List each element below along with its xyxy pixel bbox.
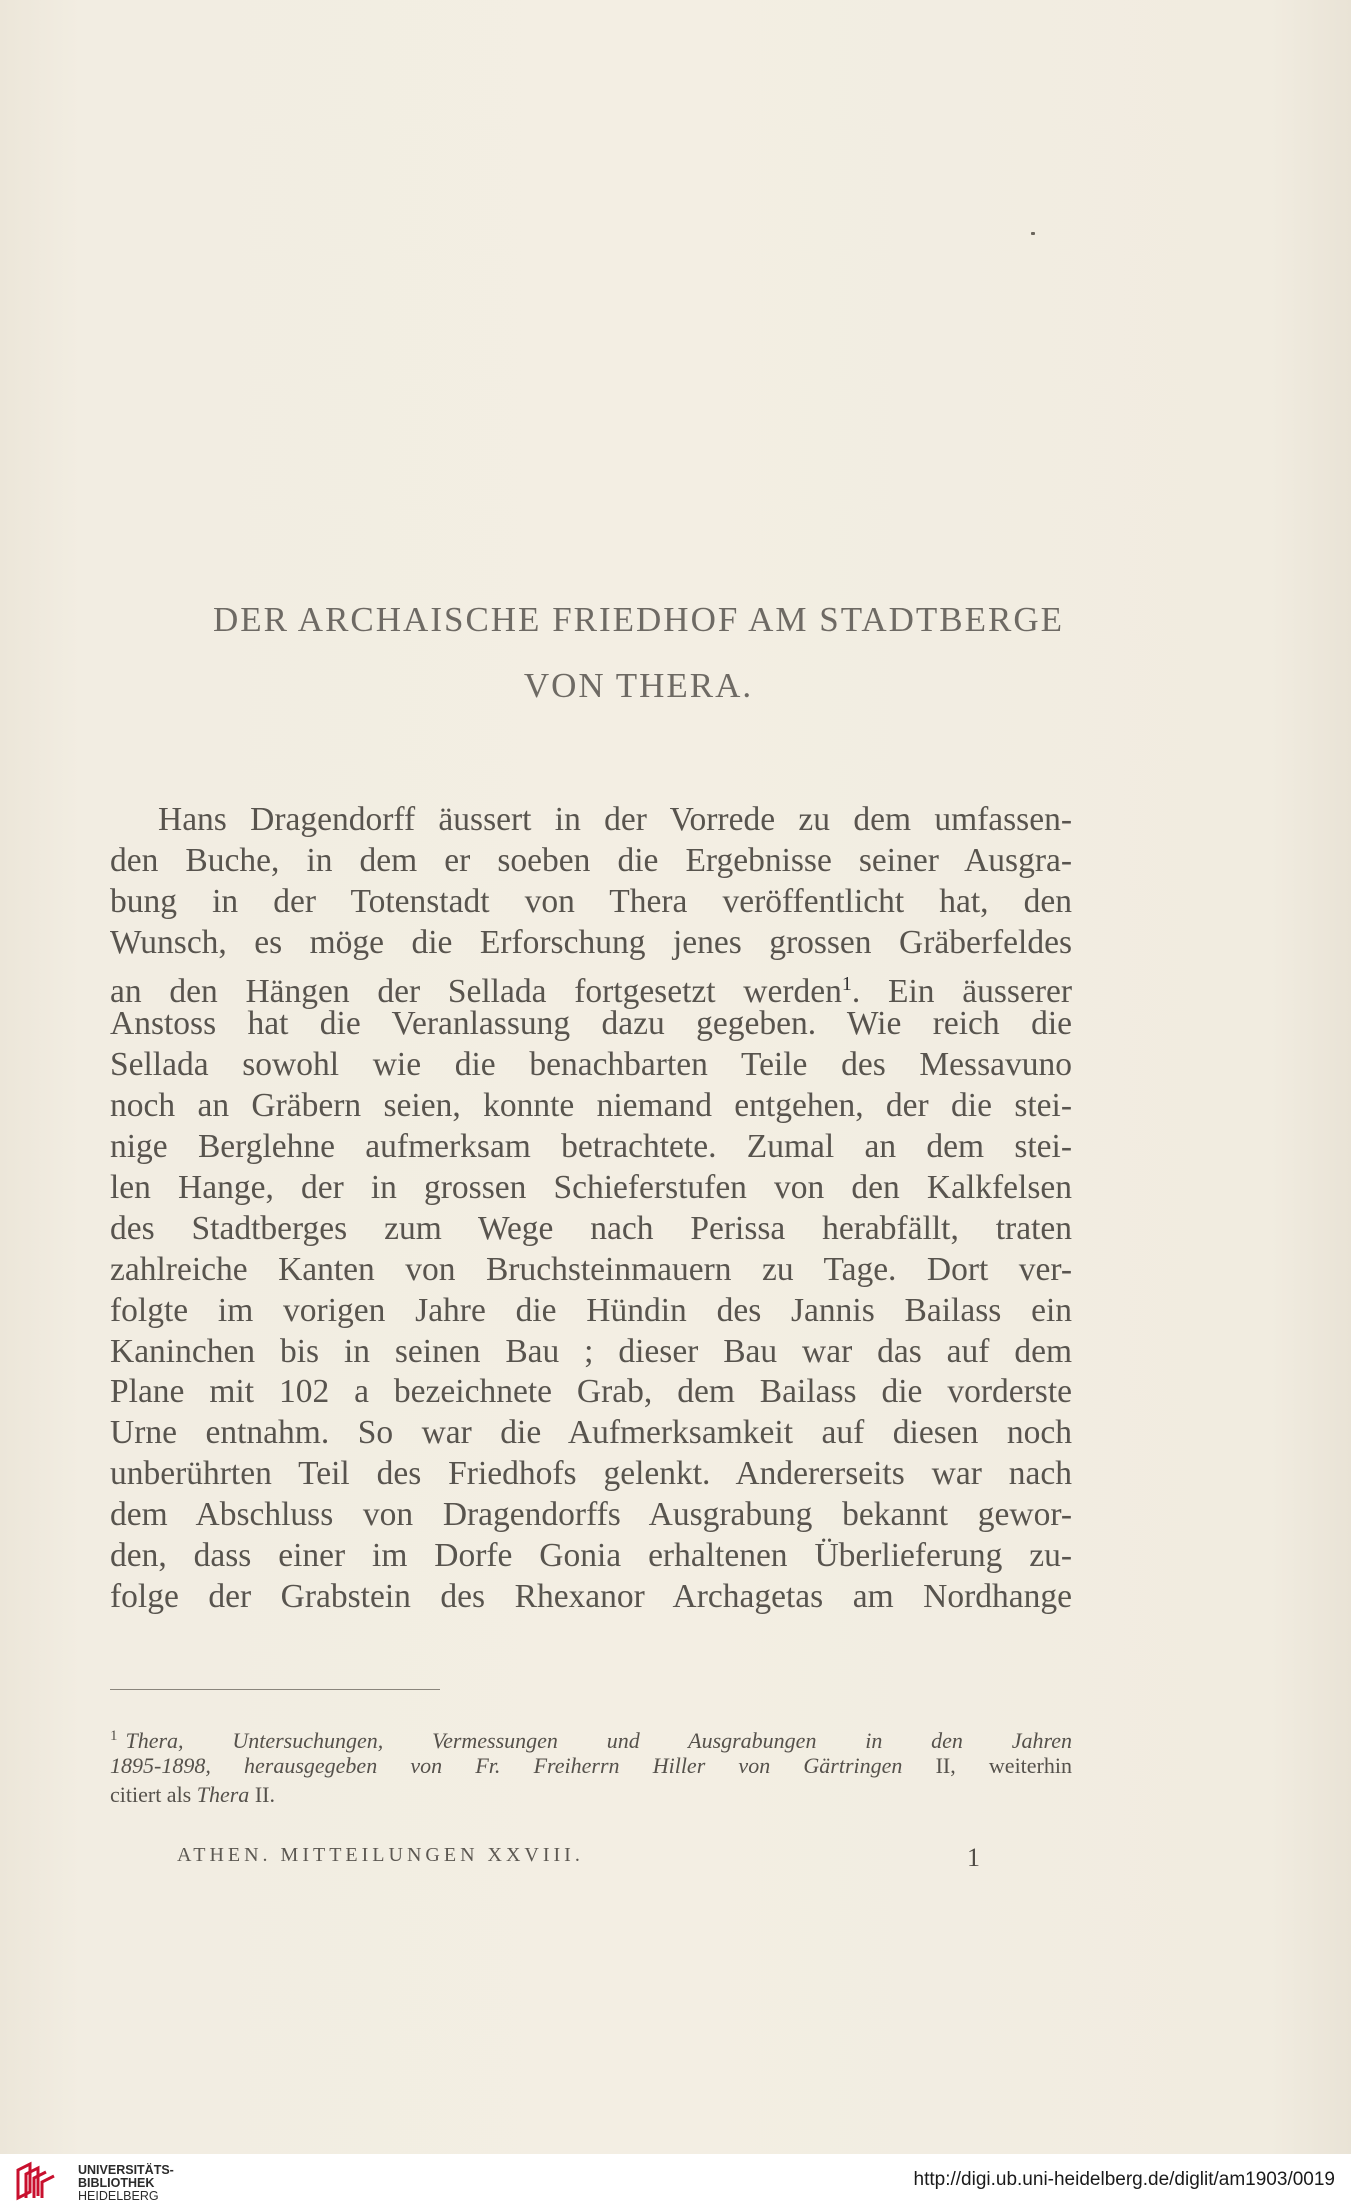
- library-name-line-2: BIBLIOTHEK: [78, 2176, 155, 2190]
- viewer-footer: [0, 2154, 1351, 2207]
- footnote-text: citiert als: [110, 1782, 197, 1807]
- body-line: Urne entnahm. So war die Aufmerksamkeit auf diesen noch: [110, 1414, 1072, 1452]
- footnote-reference[interactable]: 1: [841, 972, 852, 995]
- body-line: noch an Gräbern seien, konnte niemand entgehen, der die stei-: [110, 1087, 1072, 1125]
- footnote-text: II.: [249, 1782, 275, 1807]
- body-line: den Buche, in dem er soeben die Ergebnisse seiner Ausgra-: [110, 841, 1072, 879]
- body-line: den, dass einer im Dorfe Gonia erhaltenen Überlieferung zu-: [110, 1537, 1072, 1575]
- library-logo-icon[interactable]: [12, 2158, 64, 2202]
- body-line-text: an den Hängen der Sellada fortgesetzt werden: [110, 972, 842, 1010]
- body-line: folge der Grabstein des Rhexanor Archagetas am Nordhange: [110, 1577, 1072, 1615]
- body-line: Kaninchen bis in seinen Bau ; dieser Bau war das auf dem: [110, 1332, 1072, 1370]
- body-line: Anstoss hat die Veranlassung dazu gegeben. Wie reich die: [110, 1005, 1072, 1043]
- footnote-line-1: [110, 1722, 1072, 1751]
- library-name: [78, 2164, 174, 2203]
- body-line-tail: . Ein äusserer: [851, 972, 1073, 1010]
- footnote-citation-cont: 1895-1898, herausgegeben von Fr. Freiherrn Hiller von Gärtringen: [110, 1753, 903, 1778]
- body-line: folgte im vorigen Jahre die Hündin des Jannis Bailass ein: [110, 1291, 1072, 1329]
- footnote-text: II, weiterhin: [902, 1753, 1072, 1778]
- body-line: Sellada sowohl wie die benachbarten Teile des Messavuno: [110, 1046, 1072, 1084]
- permalink-url[interactable]: http://digi.ub.uni-heidelberg.de/diglit/am1903/0019: [913, 2169, 1335, 2190]
- library-name-line-1: UNIVERSITÄTS-: [78, 2163, 174, 2177]
- body-line: bung in der Totenstadt von Thera veröffentlicht hat, den: [110, 882, 1072, 920]
- footnote-short-title: Thera: [196, 1782, 250, 1807]
- journal-signature: ATHEN. MITTEILUNGEN XXVIII.: [177, 1844, 584, 1866]
- body-line: des Stadtberges zum Wege nach Perissa herabfällt, traten: [110, 1209, 1072, 1247]
- footnote-line-3: [110, 1780, 1072, 1809]
- body-line: nige Berglehne aufmerksam betrachtete. Zumal an dem stei-: [110, 1128, 1072, 1166]
- page-number: 1: [967, 1843, 980, 1872]
- body-line: Wunsch, es möge die Erforschung jenes grossen Gräberfeldes: [110, 923, 1072, 961]
- body-line: dem Abschluss von Dragendorffs Ausgrabung bekannt gewor-: [110, 1496, 1072, 1534]
- library-name-line-3: HEIDELBERG: [78, 2189, 159, 2203]
- footnote-divider: [110, 1689, 440, 1690]
- body-line: zahlreiche Kanten von Bruchsteinmauern zu Tage. Dort ver-: [110, 1250, 1072, 1288]
- article-title-line-1: DER ARCHAISCHE FRIEDHOF AM STADTBERGE: [212, 600, 1064, 639]
- footnote: [110, 1722, 1072, 1809]
- body-line: Plane mit 102 a bezeichnete Grab, dem Bailass die vorderste: [110, 1373, 1072, 1411]
- article-title-line-2: VON THERA.: [523, 666, 754, 705]
- body-line: len Hange, der in grossen Schieferstufen von den Kalkfelsen: [110, 1169, 1072, 1207]
- footnote-citation: Thera, Untersuchungen, Vermessungen und Ausgrabungen in den Jahren: [125, 1728, 1072, 1753]
- body-line-with-footnote: [110, 964, 1073, 1010]
- body-line: Hans Dragendorff äussert in der Vorrede zu dem umfassen-: [158, 801, 1072, 838]
- body-paragraph: [110, 800, 1072, 1618]
- footnote-marker: 1: [110, 1728, 118, 1744]
- body-line: unberührten Teil des Friedhofs gelenkt. Andererseits war nach: [110, 1455, 1072, 1493]
- ink-speck: [1031, 232, 1035, 235]
- footnote-line-2: [110, 1751, 1072, 1780]
